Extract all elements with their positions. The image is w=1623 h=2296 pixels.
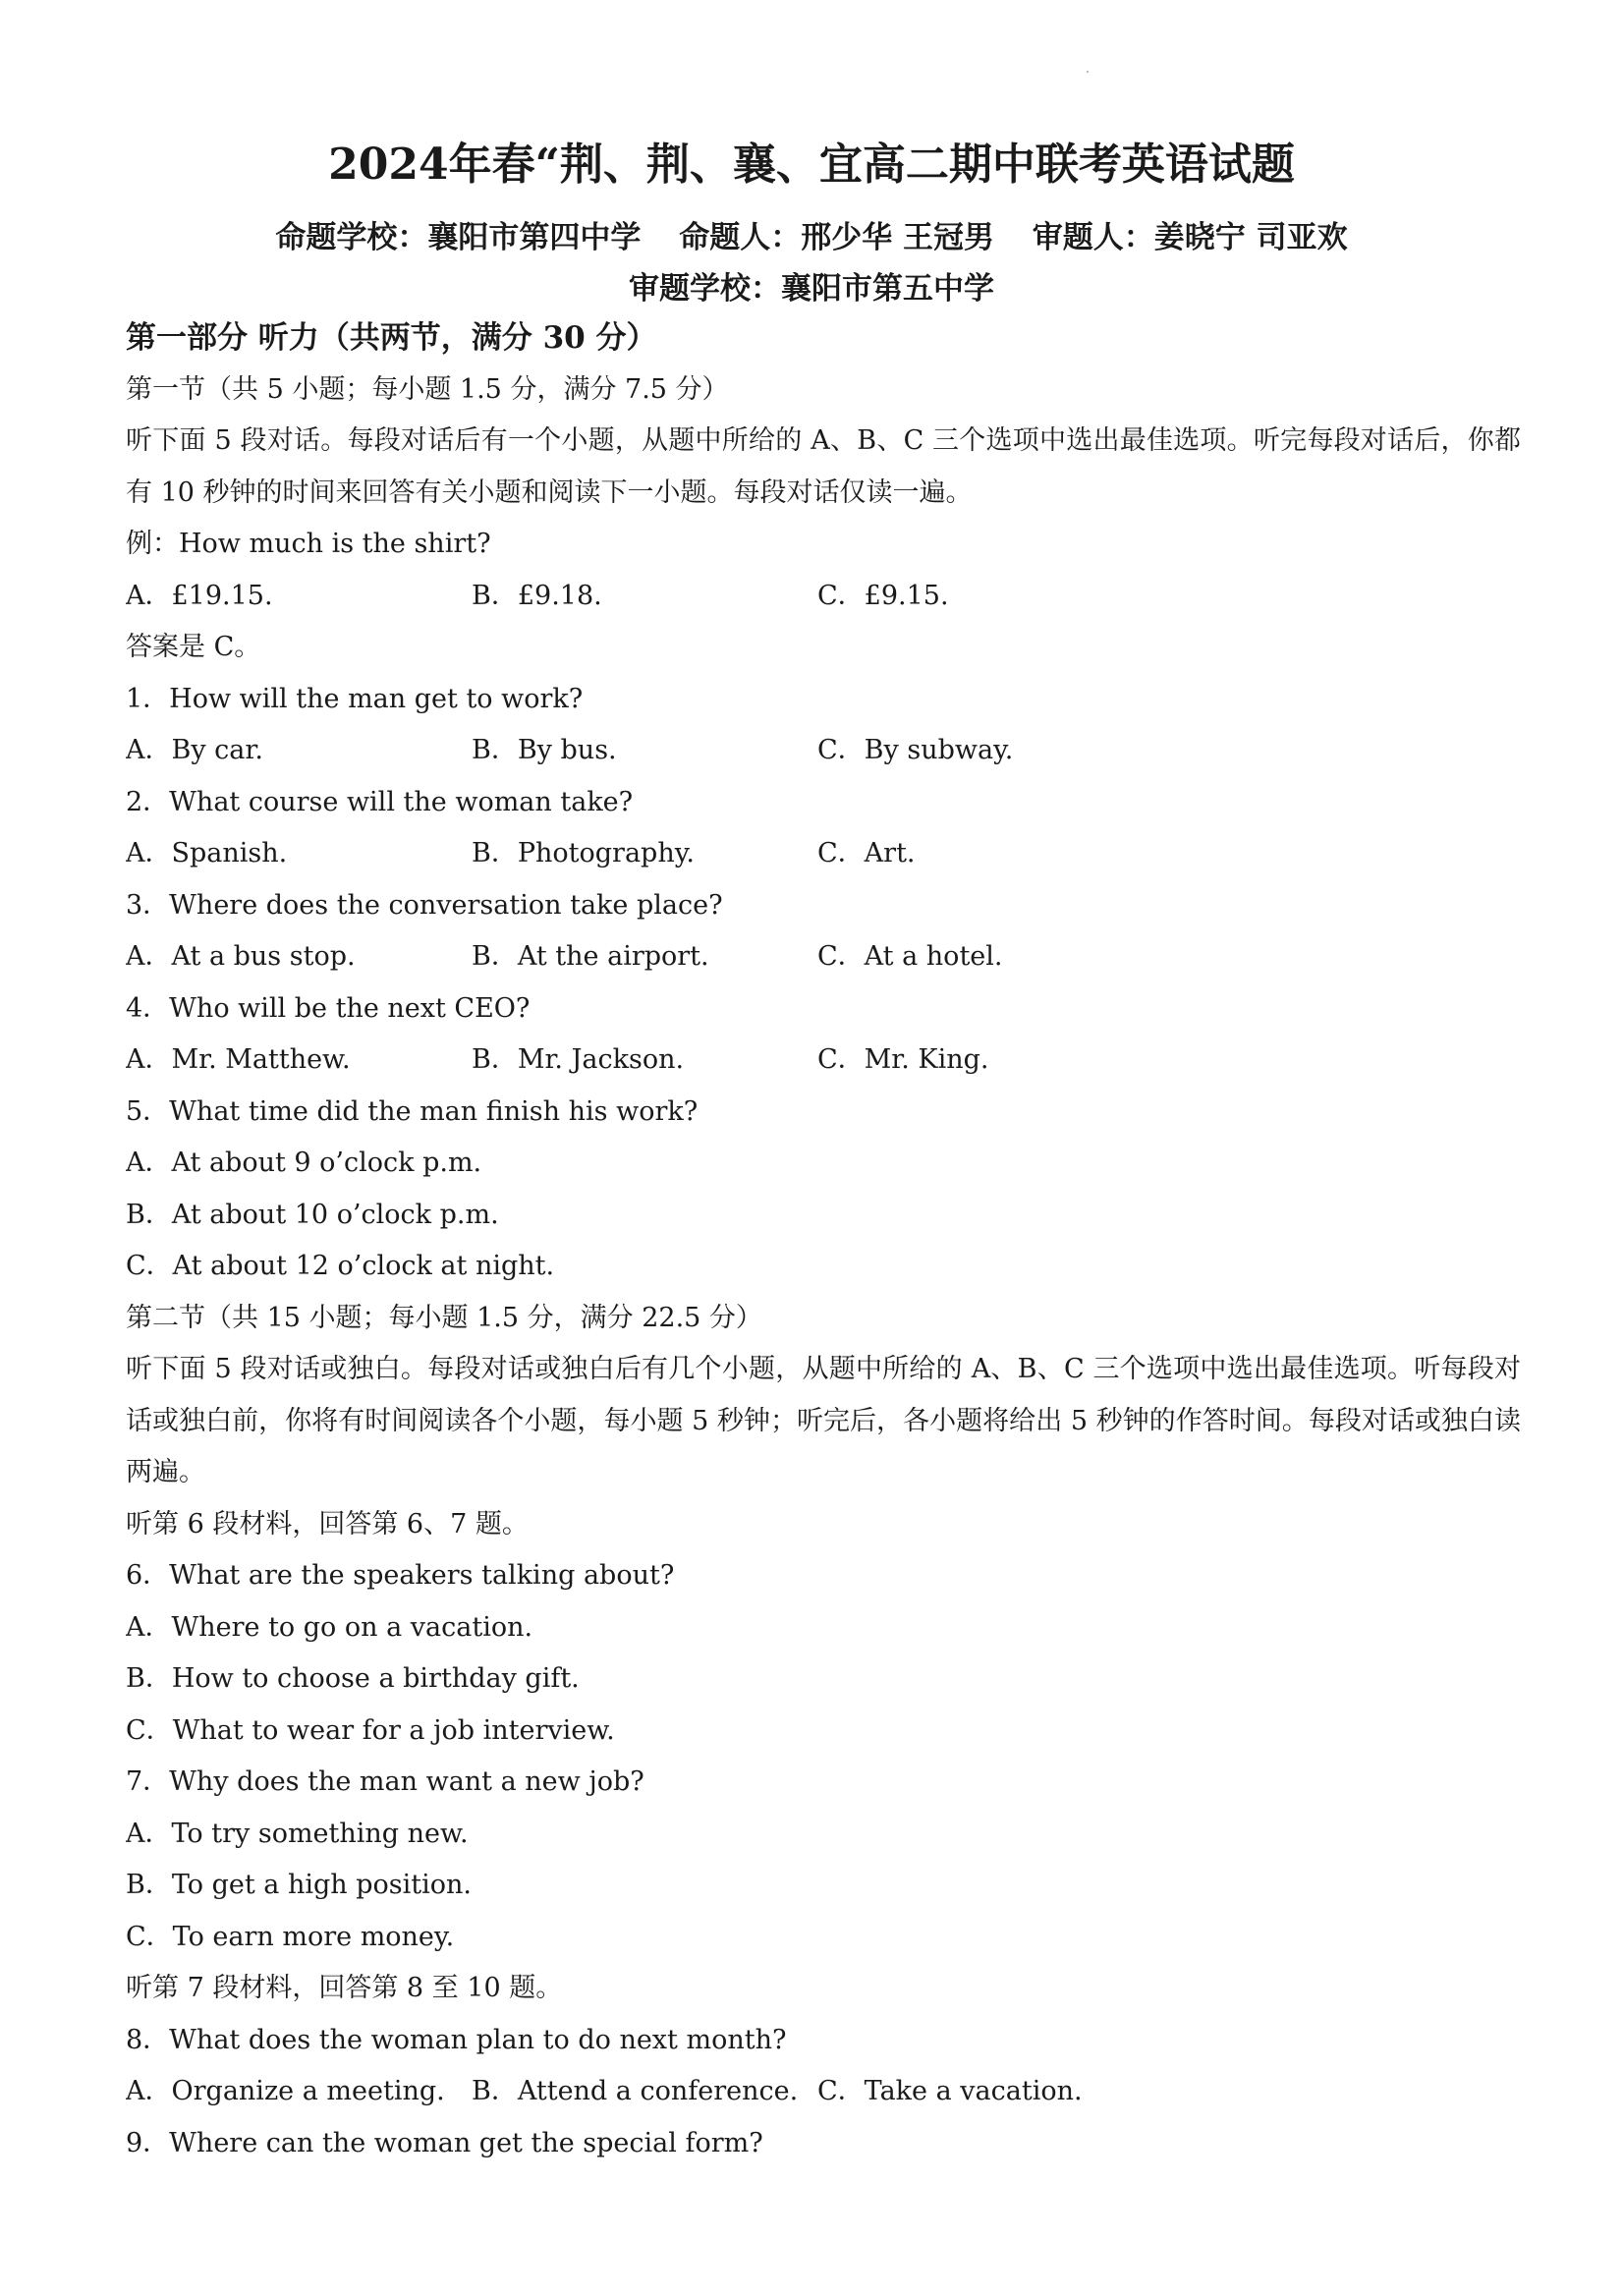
- setters: 命题人：邢少华 王冠男: [679, 220, 994, 255]
- question-3: 3．Where does the conversation take place?: [126, 889, 723, 921]
- material-note: 听第 7 段材料，回答第 8 至 10 题。: [126, 1973, 563, 2003]
- option-c: C．At about 12 o’clock at night.: [126, 1251, 555, 1281]
- example-answer: 答案是 C。: [126, 632, 261, 662]
- option-c: C．£9.15.: [817, 580, 949, 611]
- question-4-options: [126, 1035, 1521, 1087]
- section-heading: 第二节（共 15 小题；每小题 1.5 分，满分 22.5 分）: [126, 1302, 762, 1333]
- question-2: 2．What course will the woman take?: [126, 786, 634, 817]
- option-b: B．Mr. Jackson.: [472, 1044, 685, 1075]
- option-c: C．At a hotel.: [817, 941, 1003, 972]
- question-8-options: [126, 2066, 1521, 2118]
- option-b: B．Attend a conference.: [472, 2076, 799, 2106]
- question-2-options: [126, 828, 1521, 880]
- question-1: 1．How will the man get to work?: [126, 683, 584, 714]
- option-a: A．£19.15.: [126, 580, 273, 611]
- question-9: 9．Where can the woman get the special form?: [126, 2127, 763, 2158]
- question-3-options: [126, 931, 1521, 983]
- section-instructions: 听下面 5 段对话。每段对话后有一个小题，从题中所给的 A、B、C 三个选项中选出最佳选项。听完每段对话后，你都有 10 秒钟的时间来回答有关小题和阅读下一小题。每段对话仅读一遍。: [126, 425, 1521, 508]
- question-6: 6．What are the speakers talking about?: [126, 1560, 675, 1591]
- question-1-options: [126, 725, 1521, 777]
- option-c: C．By subway.: [817, 735, 1014, 765]
- scan-speck: [1087, 71, 1089, 73]
- option-a: A．Organize a meeting.: [126, 2076, 445, 2106]
- material-note: 听第 6 段材料，回答第 6、7 题。: [126, 1508, 529, 1540]
- reviewers: 审题人：姜晓宁 司亚欢: [1032, 220, 1348, 255]
- question-5: 5．What time did the man finish his work?: [126, 1095, 699, 1127]
- option-b: B．Photography.: [472, 838, 695, 868]
- option-c: C．To earn more money.: [126, 1921, 455, 1952]
- option-a: A．To try something new.: [126, 1818, 469, 1849]
- option-c: C．Art.: [817, 838, 916, 868]
- option-a: A．At about 9 o’clock p.m.: [126, 1148, 482, 1178]
- option-a: A．Where to go on a vacation.: [126, 1611, 533, 1643]
- option-a: A．At a bus stop.: [126, 941, 356, 972]
- option-b: B．At about 10 o’clock p.m.: [126, 1199, 499, 1230]
- option-a: A．Mr. Matthew.: [126, 1044, 351, 1075]
- section-heading: 第一节（共 5 小题；每小题 1.5 分，满分 7.5 分）: [126, 373, 729, 405]
- section-instructions: 听下面 5 段对话或独白。每段对话或独白后有几个小题，从题中所给的 A、B、C 三个选项中选出最佳选项。听每段对话或独白前，你将有时间阅读各个小题，每小题 5 秒钟；听完后，各小题将给出 5 秒钟的作答时间。每段对话或独白读两遍。: [126, 1354, 1521, 1487]
- exam-content: [126, 312, 1521, 2169]
- option-b: B．To get a high position.: [126, 1870, 472, 1900]
- option-b: B．£9.18.: [472, 580, 602, 611]
- question-4: 4．Who will be the next CEO?: [126, 992, 531, 1024]
- question-8: 8．What does the woman plan to do next month?: [126, 2024, 787, 2055]
- option-a: A．By car.: [126, 735, 263, 765]
- option-c: C．Mr. King.: [817, 1044, 989, 1075]
- exam-credits: [0, 212, 1623, 263]
- option-c: C．Take a vacation.: [817, 2076, 1083, 2106]
- example-question: 例：How much is the shirt?: [126, 529, 491, 559]
- example-options: [126, 571, 1521, 623]
- option-b: B．How to choose a birthday gift.: [126, 1663, 580, 1694]
- option-b: B．At the airport.: [472, 941, 709, 972]
- option-a: A．Spanish.: [126, 838, 288, 868]
- review-school: 审题学校：襄阳市第五中学: [629, 271, 994, 307]
- page-title: 2024年春“荆、荆、襄、宜高二期中联考英语试题: [328, 140, 1295, 190]
- option-b: B．By bus.: [472, 735, 617, 765]
- part-heading: 第一部分 听力（共两节，满分 30 分）: [126, 320, 657, 356]
- setter-school: 命题学校：襄阳市第四中学: [275, 220, 642, 255]
- question-7: 7．Why does the man want a new job?: [126, 1766, 644, 1797]
- option-c: C．What to wear for a job interview.: [126, 1714, 615, 1746]
